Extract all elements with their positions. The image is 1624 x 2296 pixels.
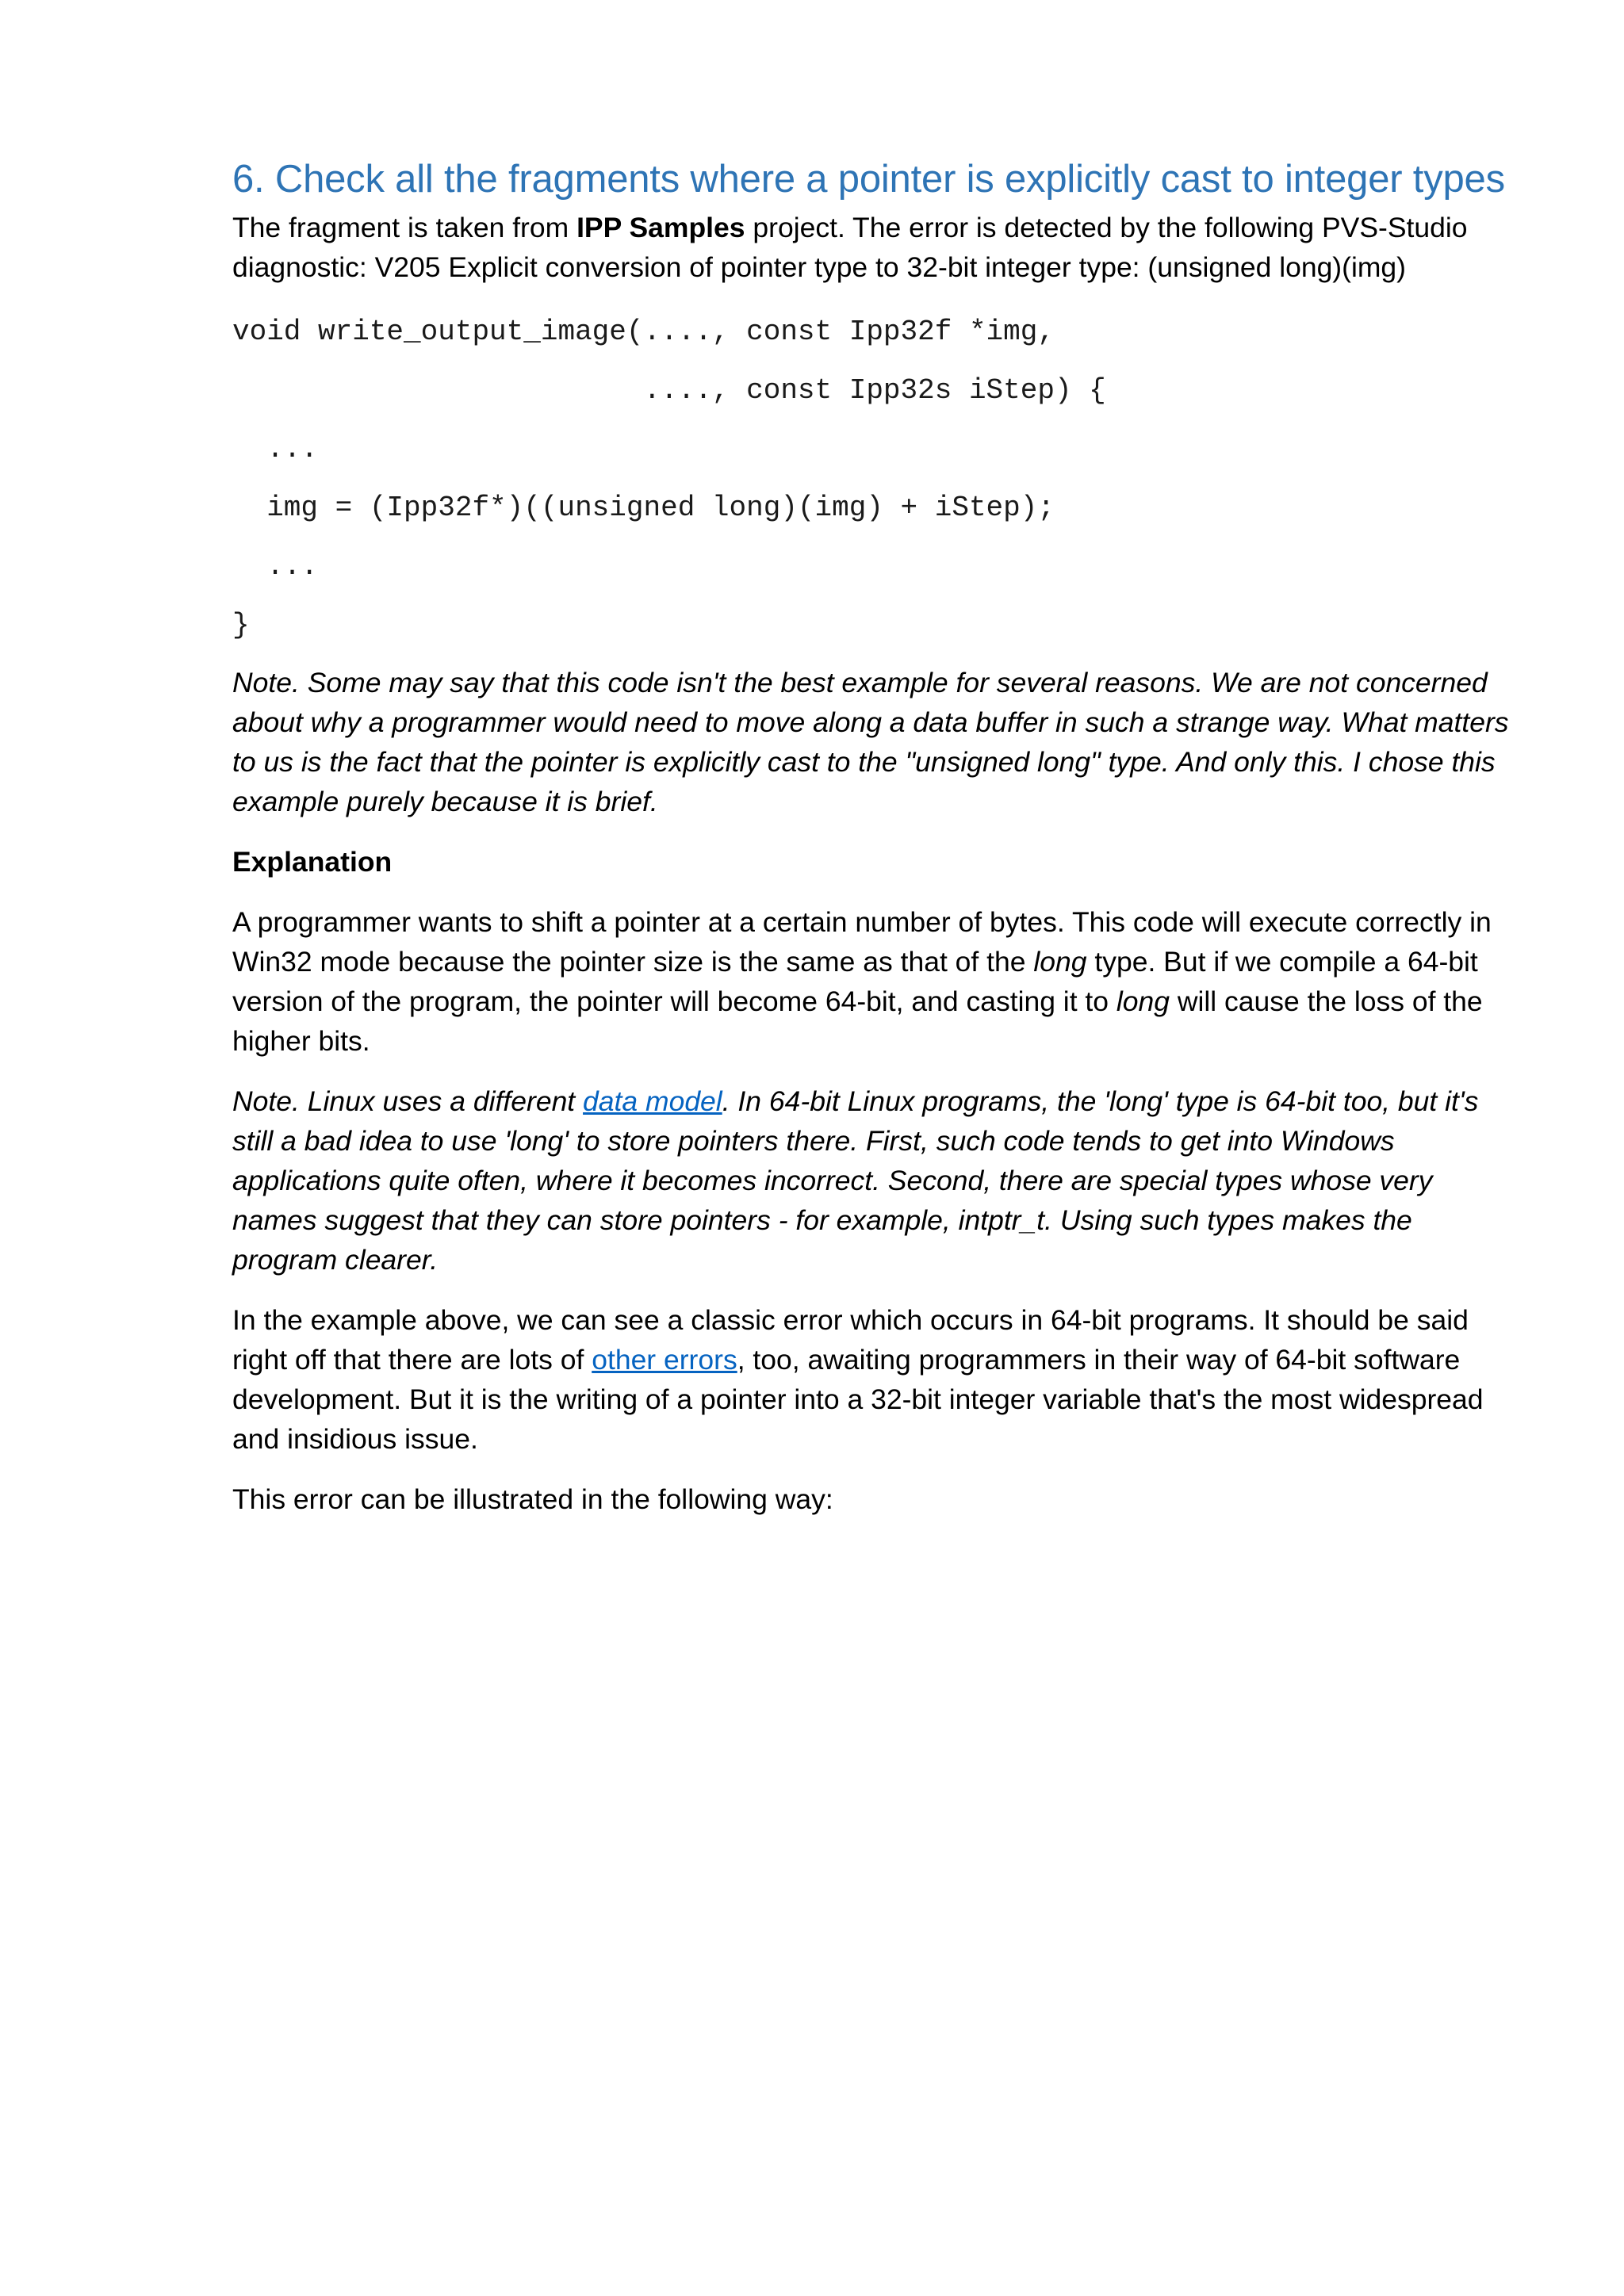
section-heading: 6. Check all the fragments where a pointer is explicitly cast to integer types <box>232 158 1505 201</box>
illustration-paragraph: This error can be illustrated in the following way: <box>232 1483 833 1515</box>
intro-text-post: project. The error is detected by the following PVS-Studio diagnostic: V205 Explicit conversion of pointer type to 32-bit integer type: (unsigned long)(img) <box>232 212 1468 283</box>
data-model-link[interactable]: data model <box>583 1085 722 1117</box>
other-errors-link[interactable]: other errors <box>592 1344 737 1376</box>
note-paragraph-2 <box>232 1081 1517 1280</box>
code-line: ... <box>232 550 319 583</box>
code-line: ...., const Ipp32s iStep) { <box>232 374 1106 407</box>
code-block <box>232 303 1517 655</box>
explanation-heading: Explanation <box>232 846 393 878</box>
explanation-italic-2: long <box>1116 985 1170 1017</box>
project-name: IPP Samples <box>576 212 745 243</box>
note2-text-pre: Note. Linux uses a different <box>232 1085 584 1117</box>
code-line: ... <box>232 433 319 465</box>
explanation-text-2: type. But if we compile a 64-bit version of the program, the pointer will become 64-bit, and casting it to <box>232 946 1478 1017</box>
document-page <box>232 151 1517 1540</box>
note2-text-post: . In 64-bit Linux programs, the 'long' type is 64-bit too, but it's still a bad idea to use 'long' to store pointers there. First, such code tends to get into Windows applications quite often, where it becomes incorrect. Second, there are special types whose very names suggest that they can store pointers - for example, intptr_t. Using such types makes the program clearer. <box>232 1085 1479 1276</box>
code-line: } <box>232 609 250 641</box>
explanation-text-3: will cause the loss of the higher bits. <box>232 985 1483 1057</box>
intro-text-pre: The fragment is taken from <box>232 212 577 243</box>
explanation-italic-1: long <box>1033 946 1087 978</box>
explanation-text-1: A programmer wants to shift a pointer at a certain number of bytes. This code will execute correctly in Win32 mode because the pointer size is the same as that of the <box>232 906 1492 978</box>
example-text-pre: In the example above, we can see a classic error which occurs in 64-bit programs. It should be said right off that there are lots of <box>232 1304 1469 1376</box>
code-line: void write_output_image(...., const Ipp32f *img, <box>232 316 1055 348</box>
example-paragraph <box>232 1300 1517 1459</box>
example-text-post: , too, awaiting programmers in their way of 64-bit software development. But it is the writing of a pointer into a 32-bit integer variable that's the most widespread and insidious issue. <box>232 1344 1484 1455</box>
note-paragraph-1: Note. Some may say that this code isn't the best example for several reasons. We are not concerned about why a programmer would need to move along a data buffer in such a strange way. What matters to us is the fact that the pointer is explicitly cast to the "unsigned long" type. And only this. I chose this example purely because it is brief. <box>232 667 1509 817</box>
intro-paragraph <box>232 208 1517 287</box>
code-line: img = (Ipp32f*)((unsigned long)(img) + iStep); <box>232 492 1055 524</box>
explanation-paragraph <box>232 902 1517 1061</box>
